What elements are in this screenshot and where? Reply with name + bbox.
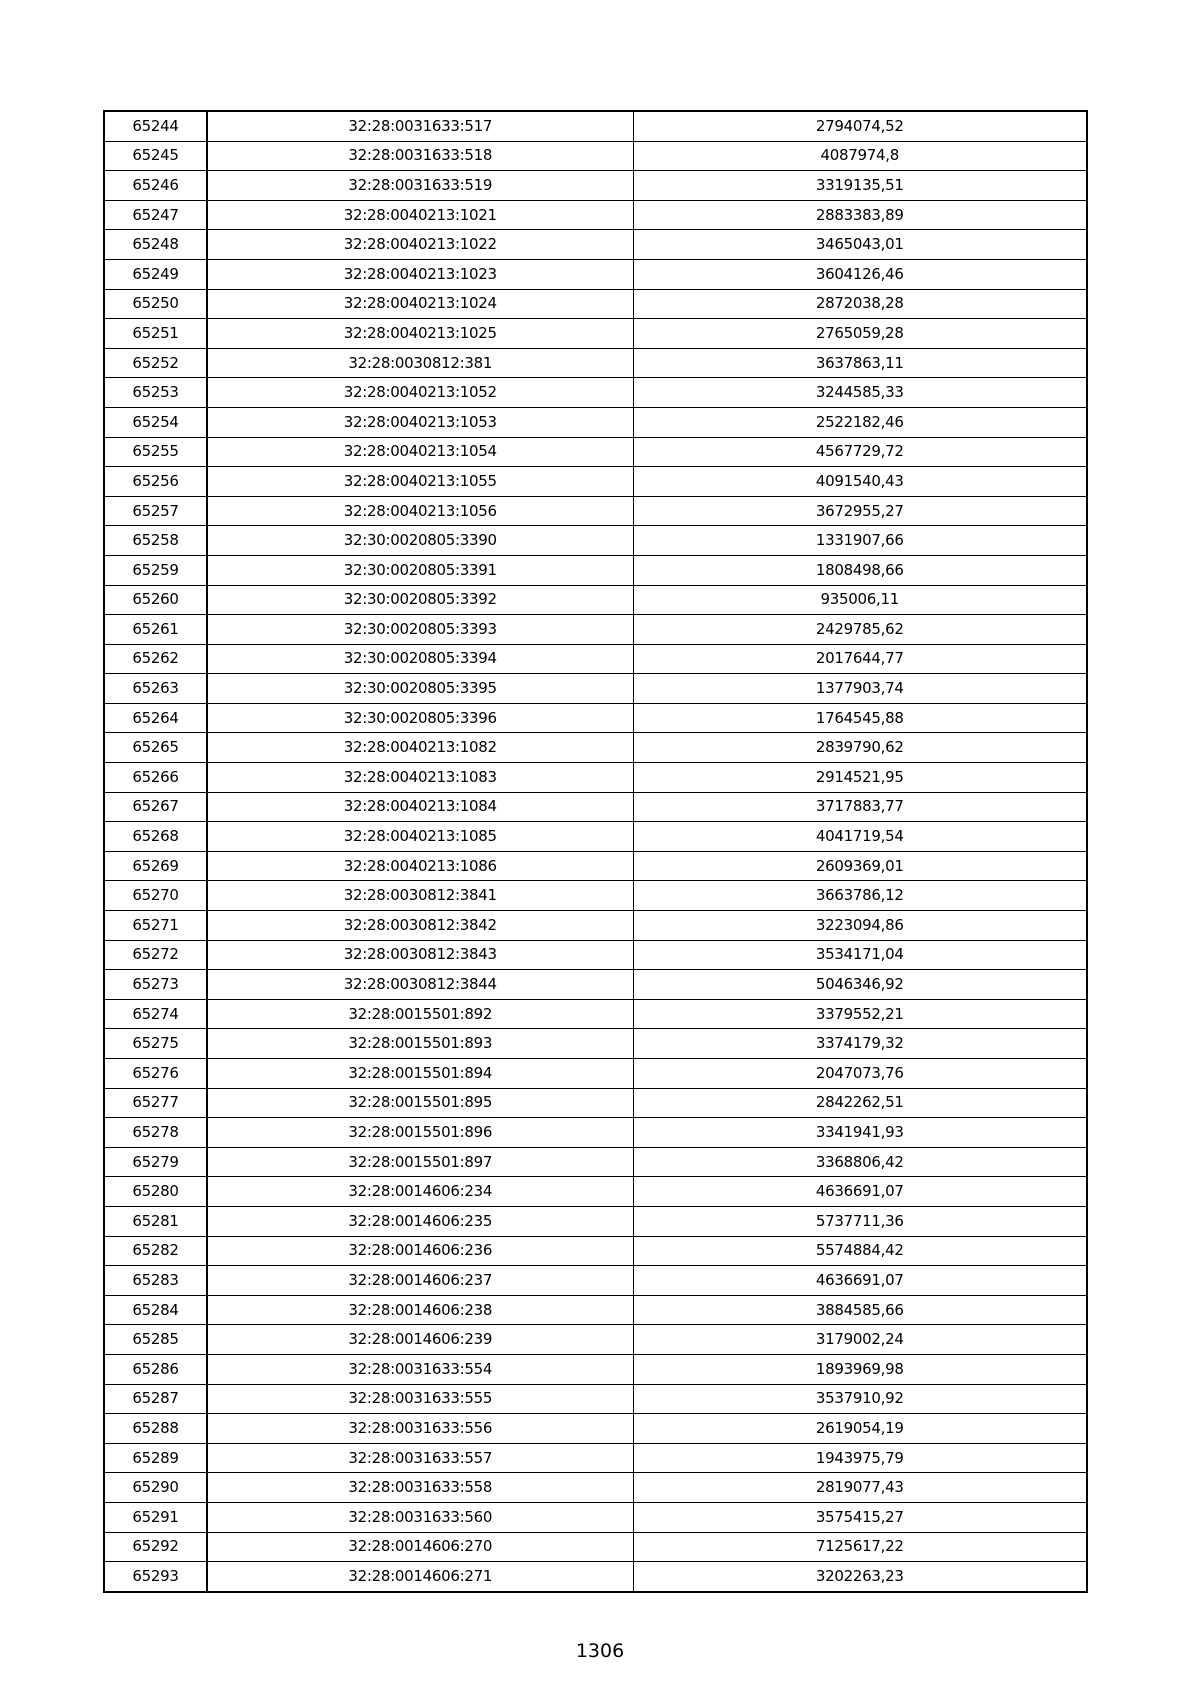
row-number-cell: 65250 <box>104 289 207 319</box>
row-number-cell: 65278 <box>104 1118 207 1148</box>
cadastral-number-cell: 32:28:0030812:381 <box>207 348 633 378</box>
table-row <box>104 1295 1087 1325</box>
value-cell: 3537910,92 <box>633 1384 1087 1414</box>
cadastral-number-cell: 32:28:0031633:519 <box>207 171 633 201</box>
value-cell: 2765059,28 <box>633 319 1087 349</box>
row-number-cell: 65248 <box>104 230 207 260</box>
row-number-cell: 65270 <box>104 881 207 911</box>
row-number-cell: 65290 <box>104 1473 207 1503</box>
value-cell: 2429785,62 <box>633 615 1087 645</box>
row-number-cell: 65262 <box>104 644 207 674</box>
value-cell: 3534171,04 <box>633 940 1087 970</box>
table-row <box>104 141 1087 171</box>
cadastral-number-cell: 32:28:0030812:3844 <box>207 970 633 1000</box>
table-row <box>104 1236 1087 1266</box>
cadastral-number-cell: 32:28:0015501:895 <box>207 1088 633 1118</box>
value-cell: 4636691,07 <box>633 1177 1087 1207</box>
table-row <box>104 171 1087 201</box>
cadastral-number-cell: 32:30:0020805:3393 <box>207 615 633 645</box>
row-number-cell: 65277 <box>104 1088 207 1118</box>
cadastral-number-cell: 32:30:0020805:3390 <box>207 526 633 556</box>
table-row <box>104 378 1087 408</box>
value-cell: 3374179,32 <box>633 1029 1087 1059</box>
value-cell: 3244585,33 <box>633 378 1087 408</box>
value-cell: 5046346,92 <box>633 970 1087 1000</box>
value-cell: 3637863,11 <box>633 348 1087 378</box>
value-cell: 1893969,98 <box>633 1354 1087 1384</box>
row-number-cell: 65261 <box>104 615 207 645</box>
table-row <box>104 437 1087 467</box>
table-row <box>104 970 1087 1000</box>
table-row <box>104 1384 1087 1414</box>
table-row <box>104 319 1087 349</box>
row-number-cell: 65287 <box>104 1384 207 1414</box>
value-cell: 4087974,8 <box>633 141 1087 171</box>
table-row <box>104 259 1087 289</box>
cadastral-number-cell: 32:28:0031633:556 <box>207 1414 633 1444</box>
value-cell: 3368806,42 <box>633 1147 1087 1177</box>
row-number-cell: 65257 <box>104 496 207 526</box>
value-cell: 3663786,12 <box>633 881 1087 911</box>
table-row <box>104 999 1087 1029</box>
cadastral-number-cell: 32:28:0014606:239 <box>207 1325 633 1355</box>
table-row <box>104 496 1087 526</box>
row-number-cell: 65263 <box>104 674 207 704</box>
value-cell: 2522182,46 <box>633 407 1087 437</box>
table-row <box>104 1443 1087 1473</box>
row-number-cell: 65253 <box>104 378 207 408</box>
cadastral-number-cell: 32:28:0040213:1023 <box>207 259 633 289</box>
row-number-cell: 65266 <box>104 763 207 793</box>
table-row <box>104 1562 1087 1592</box>
table-row <box>104 348 1087 378</box>
cadastral-number-cell: 32:28:0040213:1085 <box>207 822 633 852</box>
value-cell: 2872038,28 <box>633 289 1087 319</box>
cadastral-number-cell: 32:28:0040213:1021 <box>207 200 633 230</box>
value-cell: 935006,11 <box>633 585 1087 615</box>
row-number-cell: 65284 <box>104 1295 207 1325</box>
value-cell: 3604126,46 <box>633 259 1087 289</box>
row-number-cell: 65293 <box>104 1562 207 1592</box>
value-cell: 7125617,22 <box>633 1532 1087 1562</box>
page-number: 1306 <box>575 1640 625 1662</box>
cadastral-number-cell: 32:28:0014606:238 <box>207 1295 633 1325</box>
value-cell: 3319135,51 <box>633 171 1087 201</box>
table-row <box>104 289 1087 319</box>
value-cell: 2017644,77 <box>633 644 1087 674</box>
table-row <box>104 1414 1087 1444</box>
table-row <box>104 1325 1087 1355</box>
row-number-cell: 65276 <box>104 1059 207 1089</box>
value-cell: 2819077,43 <box>633 1473 1087 1503</box>
row-number-cell: 65272 <box>104 940 207 970</box>
cadastral-number-cell: 32:30:0020805:3391 <box>207 555 633 585</box>
table-row <box>104 1266 1087 1296</box>
cadastral-number-cell: 32:28:0031633:517 <box>207 111 633 141</box>
table-row <box>104 585 1087 615</box>
table-row <box>104 1502 1087 1532</box>
row-number-cell: 65275 <box>104 1029 207 1059</box>
row-number-cell: 65283 <box>104 1266 207 1296</box>
value-cell: 3672955,27 <box>633 496 1087 526</box>
row-number-cell: 65254 <box>104 407 207 437</box>
cadastral-number-cell: 32:28:0040213:1082 <box>207 733 633 763</box>
row-number-cell: 65259 <box>104 555 207 585</box>
cadastral-number-cell: 32:28:0014606:236 <box>207 1236 633 1266</box>
row-number-cell: 65251 <box>104 319 207 349</box>
row-number-cell: 65260 <box>104 585 207 615</box>
table-row <box>104 763 1087 793</box>
row-number-cell: 65267 <box>104 792 207 822</box>
value-cell: 2883383,89 <box>633 200 1087 230</box>
cadastral-number-cell: 32:28:0040213:1086 <box>207 851 633 881</box>
cadastral-number-cell: 32:28:0015501:896 <box>207 1118 633 1148</box>
table-row <box>104 1473 1087 1503</box>
row-number-cell: 65269 <box>104 851 207 881</box>
table-row <box>104 1118 1087 1148</box>
table-row <box>104 822 1087 852</box>
row-number-cell: 65281 <box>104 1206 207 1236</box>
value-cell: 1377903,74 <box>633 674 1087 704</box>
value-cell: 3884585,66 <box>633 1295 1087 1325</box>
row-number-cell: 65252 <box>104 348 207 378</box>
row-number-cell: 65288 <box>104 1414 207 1444</box>
row-number-cell: 65268 <box>104 822 207 852</box>
row-number-cell: 65271 <box>104 911 207 941</box>
table-row <box>104 230 1087 260</box>
table-row <box>104 1147 1087 1177</box>
value-cell: 4041719,54 <box>633 822 1087 852</box>
value-cell: 1943975,79 <box>633 1443 1087 1473</box>
value-cell: 1764545,88 <box>633 703 1087 733</box>
value-cell: 1808498,66 <box>633 555 1087 585</box>
value-cell: 3717883,77 <box>633 792 1087 822</box>
cadastral-number-cell: 32:28:0031633:518 <box>207 141 633 171</box>
row-number-cell: 65280 <box>104 1177 207 1207</box>
table-row <box>104 526 1087 556</box>
cadastral-number-cell: 32:28:0031633:555 <box>207 1384 633 1414</box>
cadastral-number-cell: 32:28:0014606:237 <box>207 1266 633 1296</box>
cadastral-number-cell: 32:28:0040213:1053 <box>207 407 633 437</box>
cadastral-number-cell: 32:28:0040213:1055 <box>207 467 633 497</box>
cadastral-number-cell: 32:28:0040213:1025 <box>207 319 633 349</box>
row-number-cell: 65274 <box>104 999 207 1029</box>
cadastral-number-cell: 32:28:0040213:1052 <box>207 378 633 408</box>
table-row <box>104 1088 1087 1118</box>
table-row <box>104 615 1087 645</box>
cadastral-number-cell: 32:28:0015501:897 <box>207 1147 633 1177</box>
cadastral-number-cell: 32:28:0014606:235 <box>207 1206 633 1236</box>
cadastral-number-cell: 32:28:0014606:234 <box>207 1177 633 1207</box>
table-row <box>104 1206 1087 1236</box>
table-row <box>104 733 1087 763</box>
cadastral-number-cell: 32:28:0030812:3843 <box>207 940 633 970</box>
value-cell: 2047073,76 <box>633 1059 1087 1089</box>
value-cell: 2914521,95 <box>633 763 1087 793</box>
row-number-cell: 65249 <box>104 259 207 289</box>
value-cell: 3341941,93 <box>633 1118 1087 1148</box>
cadastral-number-cell: 32:28:0015501:894 <box>207 1059 633 1089</box>
cadastral-number-cell: 32:28:0031633:560 <box>207 1502 633 1532</box>
value-cell: 5737711,36 <box>633 1206 1087 1236</box>
row-number-cell: 65244 <box>104 111 207 141</box>
table-row <box>104 792 1087 822</box>
row-number-cell: 65255 <box>104 437 207 467</box>
table-row <box>104 911 1087 941</box>
value-cell: 4567729,72 <box>633 437 1087 467</box>
table-row <box>104 1354 1087 1384</box>
cadastral-number-cell: 32:28:0030812:3842 <box>207 911 633 941</box>
row-number-cell: 65247 <box>104 200 207 230</box>
table-body <box>104 111 1087 1592</box>
table-row <box>104 1532 1087 1562</box>
table-row <box>104 407 1087 437</box>
row-number-cell: 65273 <box>104 970 207 1000</box>
row-number-cell: 65246 <box>104 171 207 201</box>
cadastral-number-cell: 32:28:0031633:557 <box>207 1443 633 1473</box>
row-number-cell: 65265 <box>104 733 207 763</box>
cadastral-number-cell: 32:28:0030812:3841 <box>207 881 633 911</box>
value-cell: 5574884,42 <box>633 1236 1087 1266</box>
row-number-cell: 65291 <box>104 1502 207 1532</box>
value-cell: 4091540,43 <box>633 467 1087 497</box>
row-number-cell: 65282 <box>104 1236 207 1266</box>
cadastral-number-cell: 32:30:0020805:3392 <box>207 585 633 615</box>
cadastral-number-cell: 32:28:0014606:271 <box>207 1562 633 1592</box>
cadastral-number-cell: 32:28:0040213:1054 <box>207 437 633 467</box>
table-row <box>104 851 1087 881</box>
row-number-cell: 65285 <box>104 1325 207 1355</box>
table-row <box>104 111 1087 141</box>
table-row <box>104 644 1087 674</box>
cadastral-number-cell: 32:28:0031633:558 <box>207 1473 633 1503</box>
table-row <box>104 467 1087 497</box>
row-number-cell: 65286 <box>104 1354 207 1384</box>
value-cell: 2839790,62 <box>633 733 1087 763</box>
value-cell: 3379552,21 <box>633 999 1087 1029</box>
value-cell: 3179002,24 <box>633 1325 1087 1355</box>
value-cell: 3202263,23 <box>633 1562 1087 1592</box>
cadastral-number-cell: 32:28:0031633:554 <box>207 1354 633 1384</box>
table-row <box>104 1029 1087 1059</box>
value-cell: 3465043,01 <box>633 230 1087 260</box>
cadastral-number-cell: 32:28:0015501:892 <box>207 999 633 1029</box>
row-number-cell: 65264 <box>104 703 207 733</box>
row-number-cell: 65258 <box>104 526 207 556</box>
value-cell: 4636691,07 <box>633 1266 1087 1296</box>
value-cell: 1331907,66 <box>633 526 1087 556</box>
cadastral-number-cell: 32:28:0040213:1024 <box>207 289 633 319</box>
cadastral-number-cell: 32:28:0040213:1083 <box>207 763 633 793</box>
value-cell: 3223094,86 <box>633 911 1087 941</box>
cadastral-number-cell: 32:28:0040213:1056 <box>207 496 633 526</box>
cadastral-number-cell: 32:30:0020805:3395 <box>207 674 633 704</box>
cadastral-number-cell: 32:28:0014606:270 <box>207 1532 633 1562</box>
table-row <box>104 1177 1087 1207</box>
cadastral-number-cell: 32:30:0020805:3394 <box>207 644 633 674</box>
table-row <box>104 1059 1087 1089</box>
table-row <box>104 555 1087 585</box>
cadastral-value-table <box>103 110 1088 1593</box>
table-row <box>104 200 1087 230</box>
table-row <box>104 881 1087 911</box>
value-cell: 2794074,52 <box>633 111 1087 141</box>
value-cell: 2619054,19 <box>633 1414 1087 1444</box>
row-number-cell: 65245 <box>104 141 207 171</box>
cadastral-number-cell: 32:28:0040213:1084 <box>207 792 633 822</box>
row-number-cell: 65292 <box>104 1532 207 1562</box>
table-row <box>104 703 1087 733</box>
cadastral-number-cell: 32:28:0040213:1022 <box>207 230 633 260</box>
value-cell: 2842262,51 <box>633 1088 1087 1118</box>
row-number-cell: 65256 <box>104 467 207 497</box>
value-cell: 2609369,01 <box>633 851 1087 881</box>
row-number-cell: 65289 <box>104 1443 207 1473</box>
table-row <box>104 940 1087 970</box>
cadastral-number-cell: 32:28:0015501:893 <box>207 1029 633 1059</box>
table-row <box>104 674 1087 704</box>
row-number-cell: 65279 <box>104 1147 207 1177</box>
value-cell: 3575415,27 <box>633 1502 1087 1532</box>
cadastral-number-cell: 32:30:0020805:3396 <box>207 703 633 733</box>
